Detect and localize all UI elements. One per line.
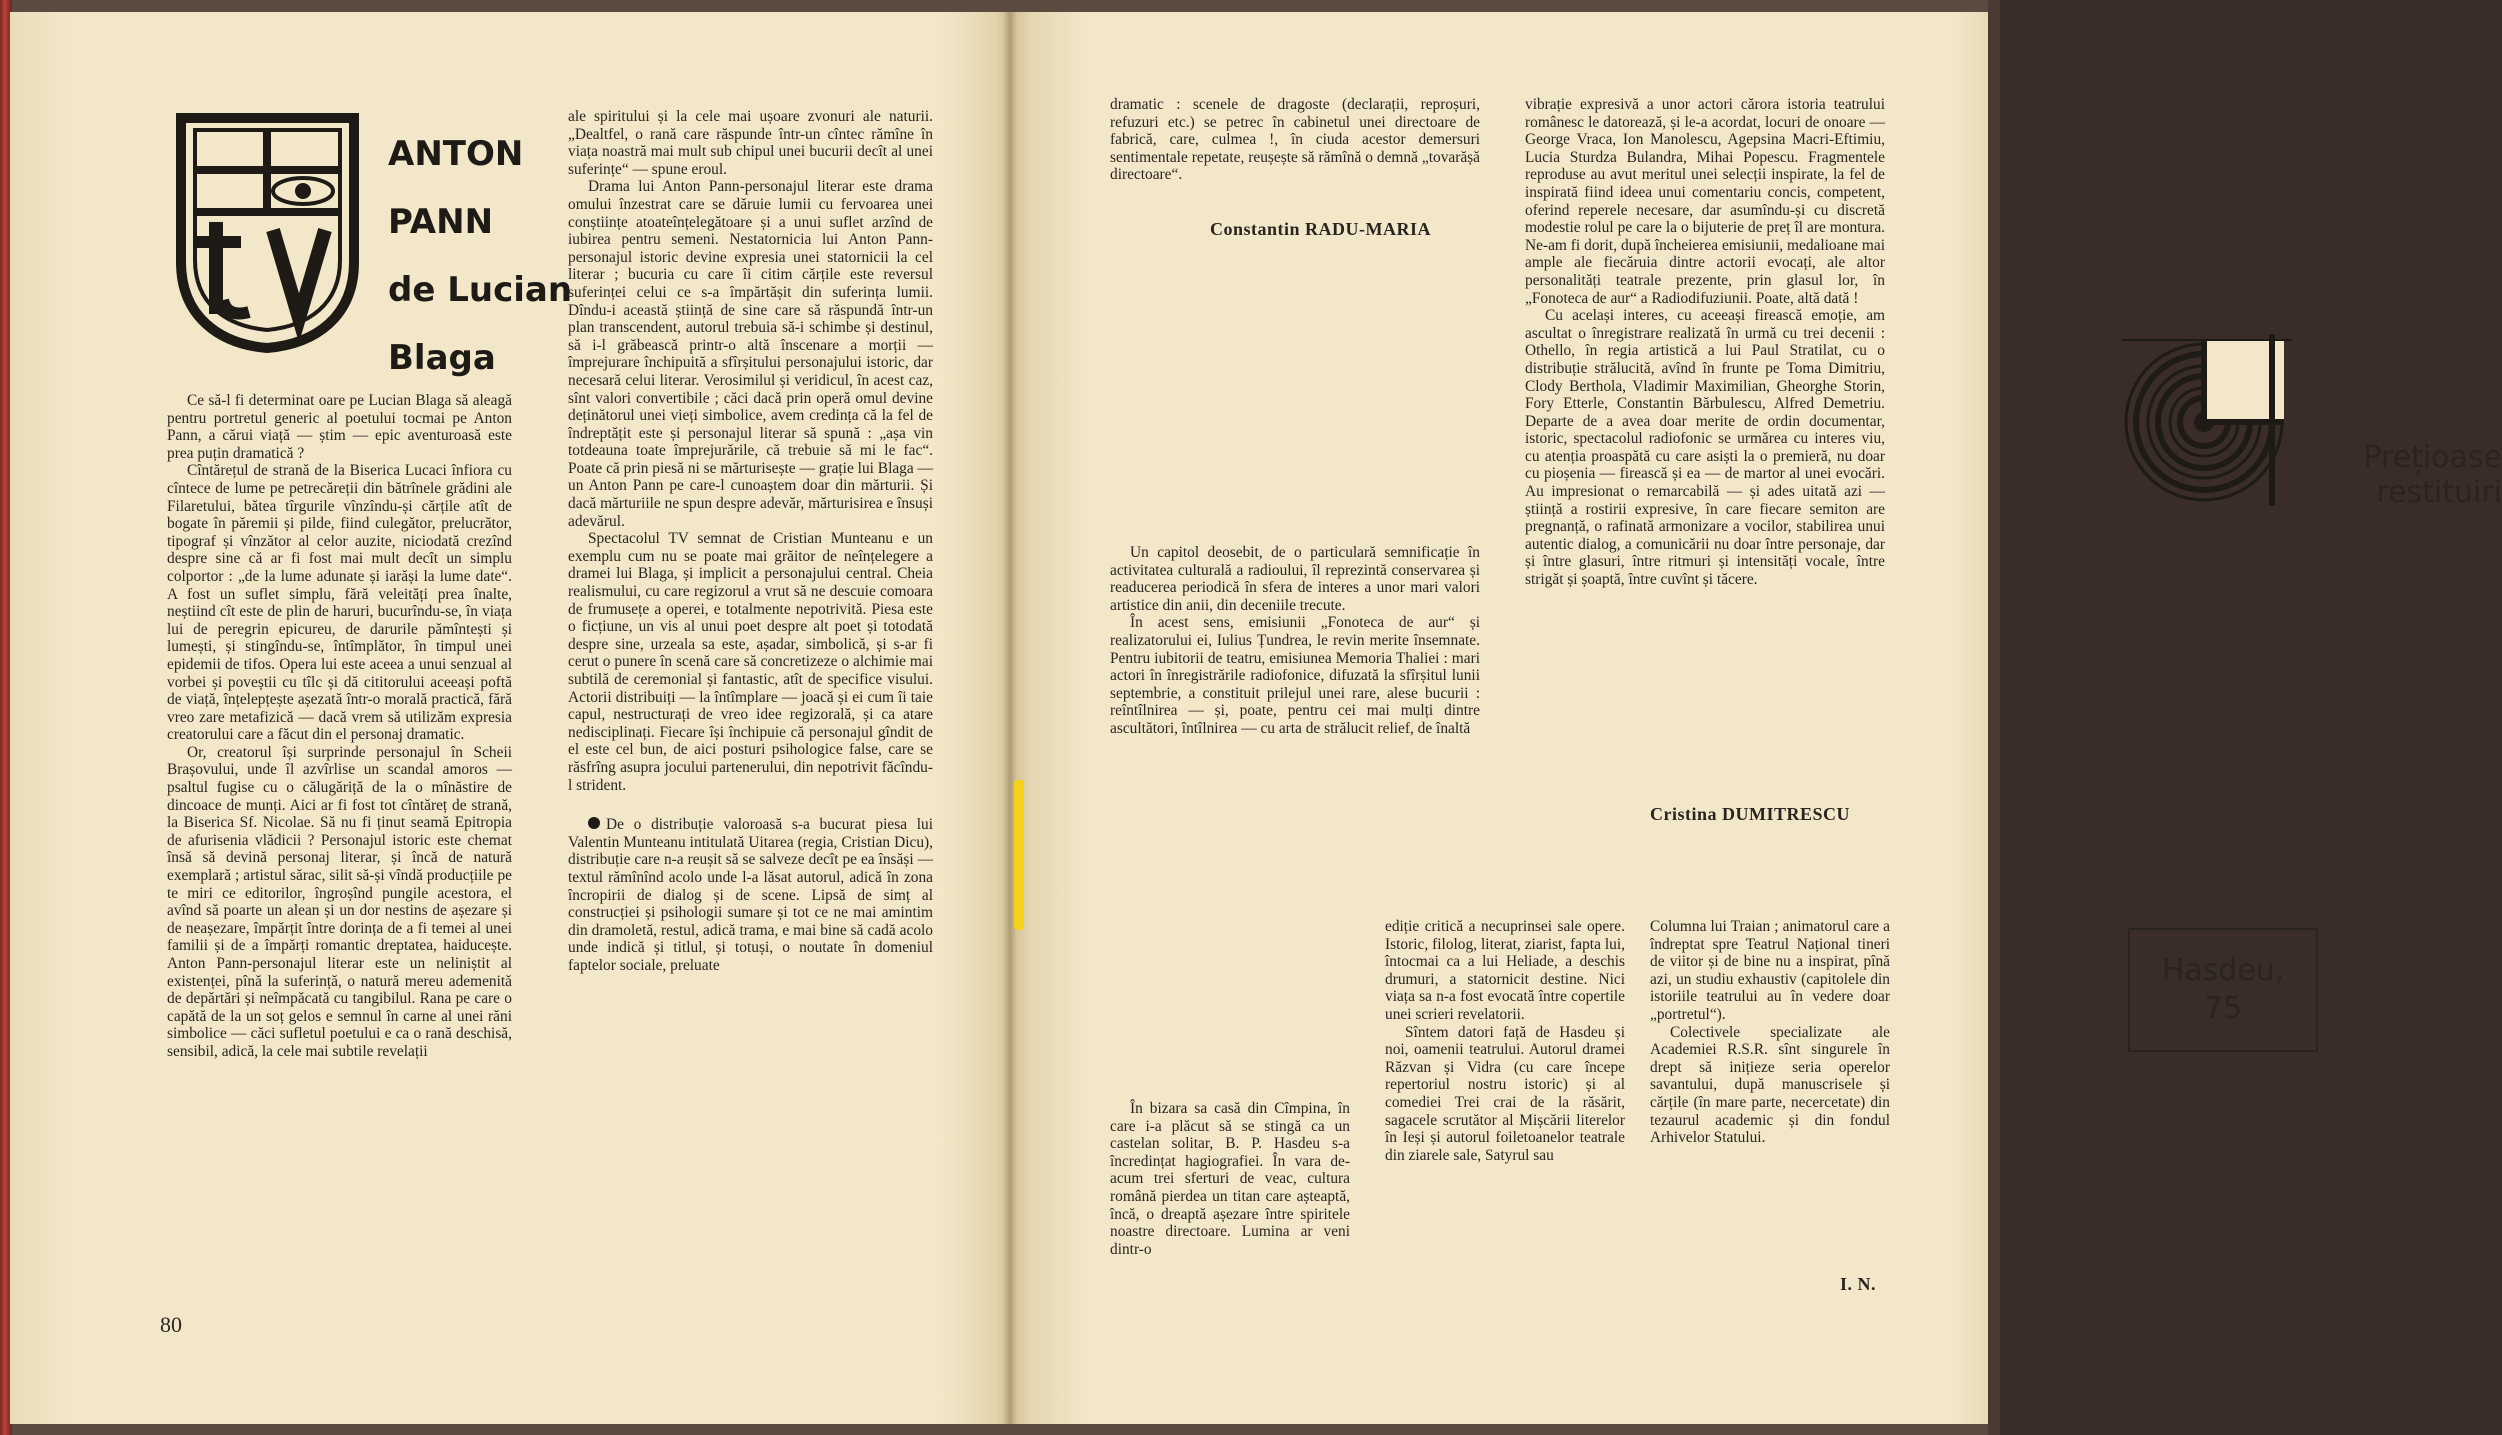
book-edge-right [1988,0,2000,1435]
bullet-icon [588,817,600,829]
paragraph: Columna lui Traian ; animatorul care a îndreptat spre Teatrul Național tineri de viitor și de bine nu a inspirat, pînă azi, un studiu exhaustiv (capitolele din istoriile teatrului au în vedere doar „portretul“). [1650,918,1890,1023]
pretioase-column-1 [1110,544,1480,738]
hasdeu-column-2 [1385,918,1625,1164]
yellow-bookmark [1014,780,1024,930]
right-page [1010,12,2502,1424]
hasdeu-title-line1: Hasdeu, [2161,953,2285,988]
article-title [388,120,572,392]
author-dumitrescu: Cristina DUMITRESCU [1650,804,1851,824]
paragraph: ediție critică a necuprinsei sale opere. Istoric, filolog, literat, ziarist, fapta lui, întocmai ca a lui Heliade, a deschis drumuri, a statornicit destine. Nici viața sa n-a fost evocată între copertile unei scrieri revelatorii. [1385,918,1625,1023]
paragraph: Cu același interes, cu aceeași firească emoție, am ascultat o înregistrare realizată în urmă cu trei decenii : Othello, în regia artistică a lui Paul Stratilat, cu o distribuție strălucită, avînd în frunte pe Toma Dimitriu, Clody Berthola, Vladimir Maximilian, Gheorghe Storin, Fory Etterle, Constantin Bărbulescu, Alfred Demetriu. Departe de a avea doar merite de ordin documentar, istoric, spectacolul radiofonic se urmărea cu interes viu, cu atenția proaspătă cu care asiști la o premieră, nu doar cu pioșenia — firească și ea — de martor al unei evocări. Au impresionat o remarcabilă — și ades uitată azi — știință a rostirii expresive, în care fiecare semiton are pregnanță, o rafinată armonizare a vocilor, stabilirea unui autentic dialog, a comunicării nu doar între personaje, dar și între glasuri, între ritmuri și intensități vocale, între strigăt și șoaptă, între cuvînt și tăcere. [1525,307,1885,589]
hasdeu-title-box [2128,928,2318,1052]
title-line-anton: ANTON [388,134,524,174]
author-radu-maria: Constantin RADU-MARIA [1210,219,1432,239]
bullet-paragraph [568,816,933,974]
left-column-1 [167,392,512,1061]
paragraph: dramatic : scenele de dragoste (declarații, reproșuri, refuzuri etc.) se petrec în cabinetul unei directoare de fabrică, care, culmea !, în ciuda acestor demersuri sentimentale repetate, reușește să rămînă o demnă „tovarășă directoare“. [1110,96,1480,184]
paragraph: Drama lui Anton Pann-personajul literar este drama omului înzestrat care se dăruie lumii cu fervoarea unei conștiințe atoateînțelegătoare și a unui suflet arzînd de iubirea pentru semeni. Nestatornicia lui Anton Pann-personajul istoric devine expresia unei statornicii la cel literar ; bucuria cu care îi citim cărțile este reversul suferinței celui ce s-a împărtășit din suferința lumii. Dîndu-i această știință de sine care să răspundă într-un plan transcendent, autorul trebuia să-i schimbe și destinul, să i-l grăbească printr-o altă înscenare a morții — împrejurare închipuită a sfîrșitului personajului istoric, dar necesară celui literar. Verosimilul și veridicul, în acest caz, sînt valori convertibile ; căci dacă prin operă omul devine deținătorul unei vieți simbolice, avem credința că la fel de îndreptățit este și personajul literar să spună : „așa vin totdeauna toate împrejurările, că trebuie să mi le fac“. Poate că prin piesă ni se mărturisește — grație lui Blaga — un Anton Pann pe care-l cunoaștem doar din mărturii. Și dacă mărturiile ne spun despre adevăr, mărturisirea e însuși adevărul. [568,178,933,530]
paragraph: În bizara sa casă din Cîmpina, în care i-a plăcut să se stingă ca un castelan solitar, B. P. Hasdeu s-a încredințat hagiografiei. În vara de-acum trei sferturi de veac, cultura română pierdea un titan care așteaptă, încă, o dreaptă așezare între spiritele noastre directoare. Lumina ar veni dintr-o [1110,1100,1350,1258]
paragraph: Cîntărețul de strană de la Biserica Lucaci înfiora cu cîntece de lume pe petrecăreții din bătrînele grădini ale Filaretului, bătea tîrgurile vînzîndu-și cărțile atît de bogate în păremii și pilde, fiind culegător, prelucrător, tipograf și vînzător al celor auzite, niciodată crezînd despre sine că ar fi fost mai mult decît un simplu colportor : „de la lume adunate și iarăși la lume date“. A fost un suflet simplu, fără veleități prea înalte, neștiind cît este de plin de haruri, bucurîndu-se, în viața lui de peregrin epicureu, de darurile pămîntești și lumești, și stingîndu-se, întîmplător, în timpul unei epidemii de tifos. Opera lui este aceea a unui senzual al vorbei și poveștii cu tîlc și dă cititorului aceeași poftă de viață, înțelepțește așezată într-o morală practică, fără vreo zare metafizică — dacă vrem să utilizăm expresia creatorului care a făcut din el personaj dramatic. [167,462,512,744]
book-gutter [1003,12,1017,1424]
bullet-text: De o distribuție valoroasă s-a bucurat piesa lui Valentin Munteanu intitulată Uitarea (regia, Cristian Dicu), distribuție care n-a reușit să se salveze decît pe ea însăși — textul rămînînd acolo unde l-a lăsat autorul, adică în zona încropirii de dialog și de scene. Lipsă de simț al construcției și psihologii sumare și tot ce ne mai amintim din dramoletă, restul, adică trama, e mai bine să cadă acolo unde indică și titlul, și totuși, o noutate în domeniul faptelor sociale, preluate [568,816,933,974]
left-column-2 [568,108,933,975]
title-byline: de Lucian [388,270,573,310]
author-initials: I. N. [1840,1274,1877,1294]
tv-logo-text: tv [211,338,212,339]
hasdeu-title-line2: 75 [2203,991,2243,1026]
hasdeu-column-1 [1110,1100,1350,1258]
paragraph: Un capitol deosebit, de o particulară semnificație în activitatea culturală a radioului, îl reprezintă conservarea și readucerea periodică în sfera de interes a unor mari valori artistice din anii, din deceniile trecute. [1110,544,1480,614]
title-author: Blaga [388,338,496,378]
right-top-column-2 [1525,96,1885,589]
paragraph: vibrație expresivă a unor actori cărora istoria teatrului românesc le datorează, și le-a acordat, locuri de onoare — George Vraca, Ion Manolescu, Agepsina Macri-Eftimiu, Lucia Sturdza Bulandra, Mihai Popescu. Fragmentele reproduse au avut meritul unei selecții inspirate, la fel de inspirată fiind ideea unui comentariu concis, competent, oferind reperele necesare, dar asumîndu-și cu discretă modestie rolul pe care la o bijuterie de preț îl are montura. Ne-am fi dorit, după încheierea emisiunii, medalioane mai ample ale fiecăruia dintre actorii evocați, ale altor personalități teatrale prezente, prin glasul lor, în „Fonoteca de aur“ a Radiodifuziunii. Poate, altă dată ! [1525,96,1885,307]
tv-emblem-icon [175,112,360,352]
hasdeu-column-3 [1650,918,1890,1147]
left-page [10,12,1010,1424]
radio-emblem-icon [2122,330,2292,510]
paragraph: Or, creatorul își surprinde personajul în Scheii Brașovului, unde îl azvîrlise un scandal amoros — psaltul fugise cu o călugăriță de la o mînăstire de dincoace de munți. Aici ar fi fost tot cîntăreț de strană, la Biserica Sf. Nicolae. Să nu fi ținut seamă Epitropia de afurisenia vlădicii ? Personajul istoric este chemat însă să devină personaj literar, și încă de natură exemplară ; artistul sărac, silit să-și vîndă producțiile pe te miri ce editorilor, îngroșînd pungile acestora, el avînd să poarte un alean și un dor nestins de așezare și de neașezare, împărțit între dorința de a fi temei al unei familii și de a împărți romantic dreptatea, haiducește. Anton Pann-personajul literar este un neliniștit al existenței, pînă la suferință, o natură mereu ademenită de depărtări și neîmpăcată cu tangibilul. Rana pe care o capătă de la un soț gelos e semnul în carne al unei răni simbolice — căci sufletul poetului e ca o rană deschisă, sensibil, adică, la cele mai subtile revelații [167,743,512,1060]
paragraph: Colectivele specializate ale Academiei R.S.R. sînt singurele în drept să inițieze seria operelor savantului, după manuscrisele și cărțile (în mare parte, necercetate) din tezaurul academic și din fondul Arhivelor Statului. [1650,1023,1890,1147]
paragraph: Spectacolul TV semnat de Cristian Munteanu e un exemplu cum nu se poate mai grăitor de neînțelegere a dramei lui Blaga, și implicit a personajului central. Cheia realismului, cu care regizorul a vrut să ne descuie comoara de frumusețe a operei, e totalmente nepotrivită. Piesa este o ficțiune, un vis al unui poet despre alt poet și totodată despre sine, urzeala sa este, așadar, simbolică, și s-ar fi cerut o punere în scenă care să concretizeze o alchimie mai subtilă de ceremonial și fantastic, atît de specifice visului. Actorii distribuiți — la întîmplare — joacă și ei cum îi taie capul, nestructurați de vreo idee regizorală, și ca atare nedisciplinați. Fiecare își închipuie că personajul gîndit de el este cel bun, de aici posturi psihologice false, care se răsfrîng asupra jocului partenerului, din nepotrivit făcîndu-l strident. [568,530,933,794]
paragraph: Ce să-l fi determinat oare pe Lucian Blaga să aleagă pentru portretul generic al poetului tocmai pe Anton Pann, a cărui viață — știm — epic aventuroasă este prea puțin dramatică ? [167,392,512,462]
paragraph: În acest sens, emisiunii „Fonoteca de aur“ și realizatorului ei, Iulius Țundrea, le revin merite însemnate. Pentru iubitorii de teatru, emisiunea Memoria Thaliei : mari actori în înregistrările radiofonice, difuzată la sfîrșitul lunii septembrie, a constituit prilejul unei rare, alese bucurii : reîntîlnirea — și, poate, pentru cei mai mulți dintre ascultători, întîlnirea — cu arta de strălucit relief, de înaltă [1110,614,1480,737]
paragraph: ale spiritului și la cele mai ușoare zvonuri ale naturii. „Dealtfel, o rană care răspunde într-un cîntec rămîne în viața noastră mai mult sub chipul unei bucurii decît al unei suferințe“ — spune eroul. [568,108,933,178]
pretioase-title: Prețioase restituiri [2363,440,2502,510]
paragraph: Sîntem datori față de Hasdeu și noi, oamenii teatrului. Autorul dramei Răzvan și Vidra (cu care începe repertoriul nostru istoric) și al comediei Trei crai de la răsărit, sagacele scrutător al Mișcării literelor în Ieși și autorul foiletoanelor teatrale din ziarele sale, Satyrul sau [1385,1023,1625,1164]
right-top-column-1 [1110,96,1480,184]
page-number: 80 [160,1312,182,1337]
title-line-pann: PANN [388,202,494,242]
